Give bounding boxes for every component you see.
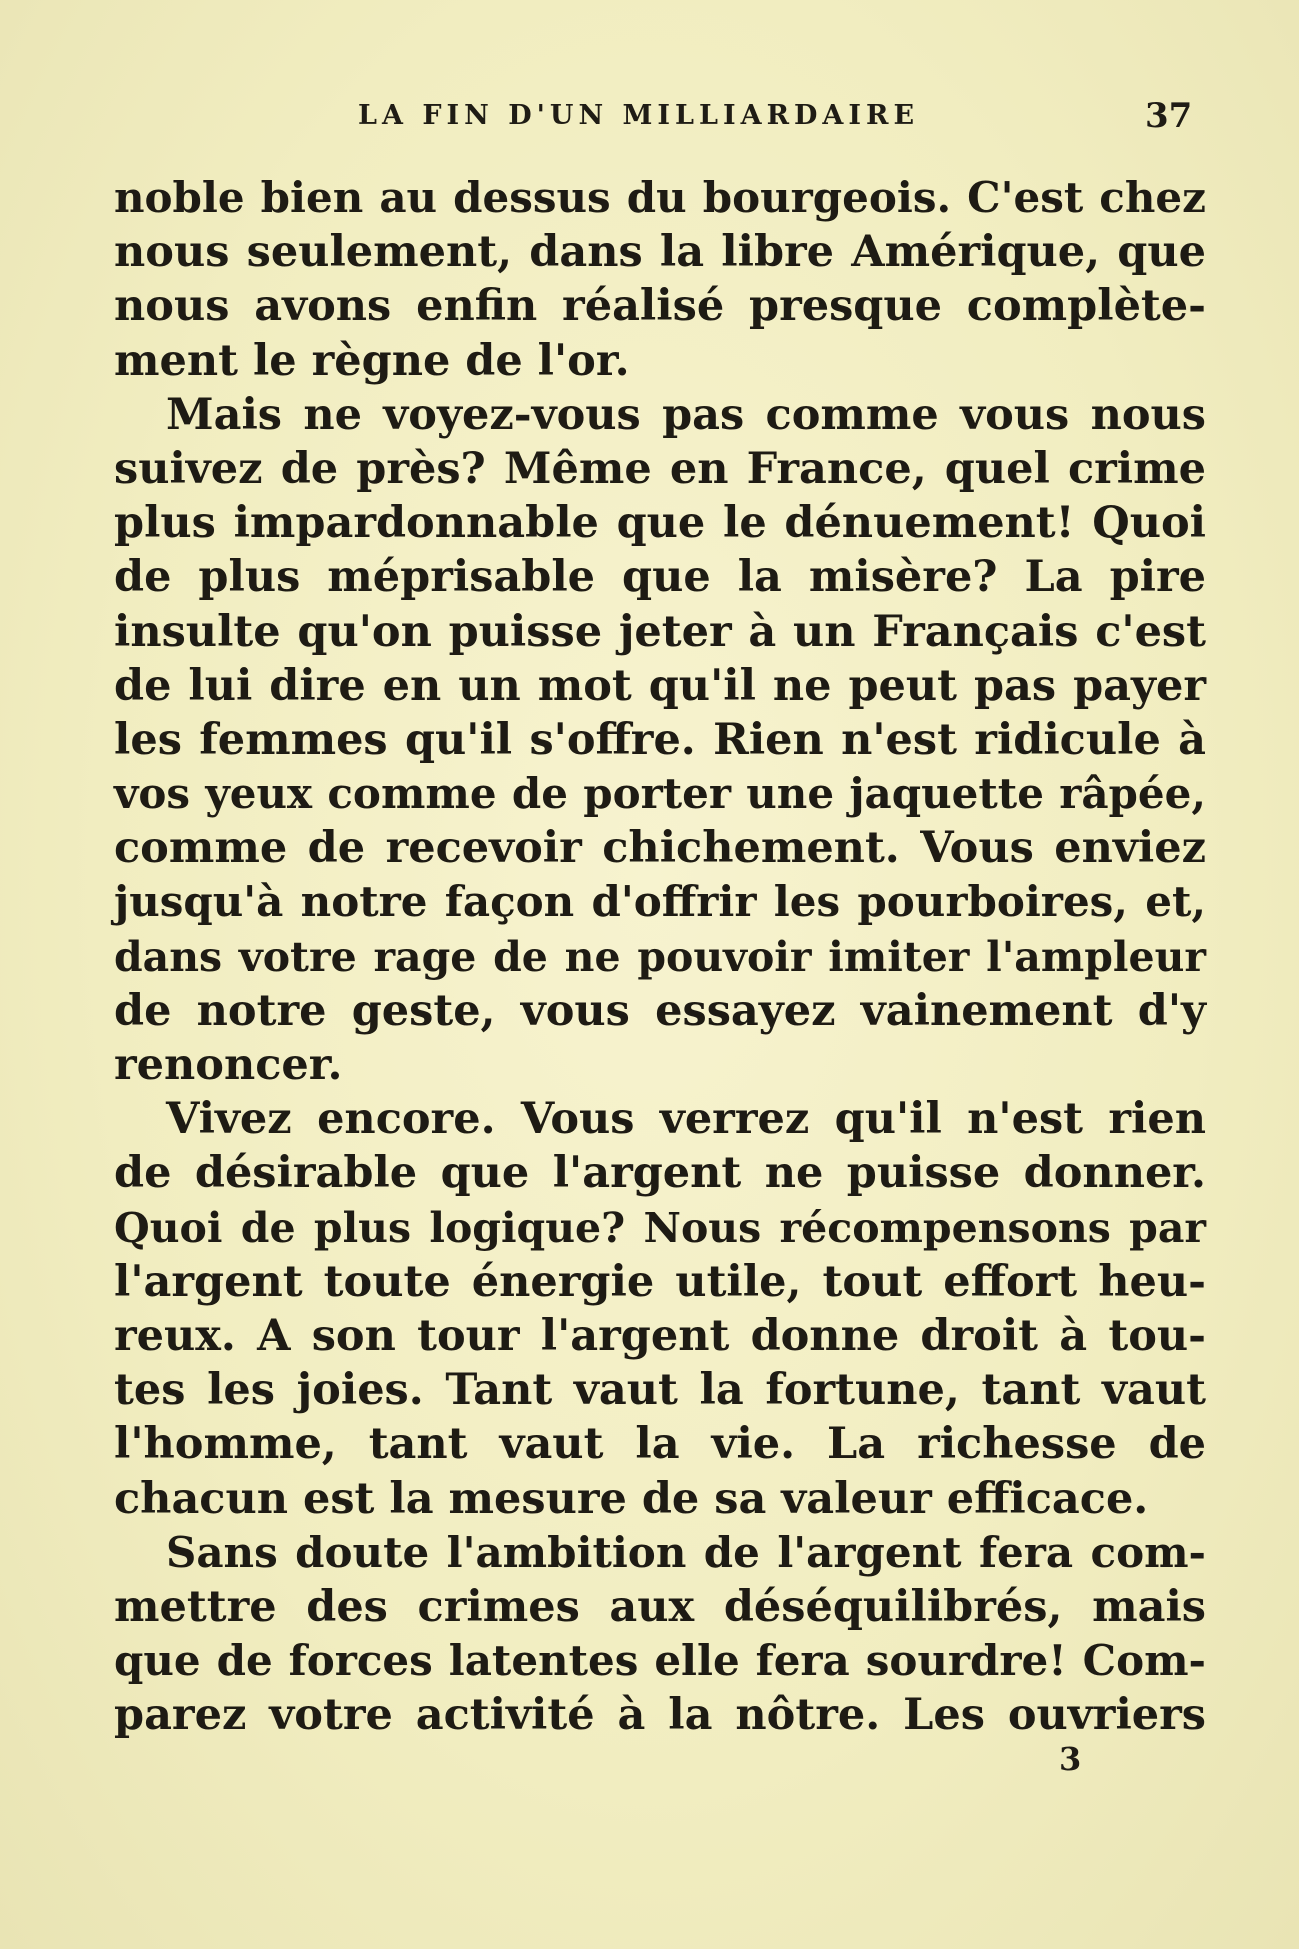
text-line: de lui dire en un mot qu'il ne peut pas payer bbox=[114, 660, 1206, 711]
body-text bbox=[114, 171, 1206, 1742]
text-line: l'homme, tant vaut la vie. La richesse de bbox=[114, 1419, 1206, 1470]
text-line: nous avons enfin réalisé presque complète- bbox=[114, 281, 1206, 332]
text-line: comme de recevoir chichement. Vous enviez bbox=[114, 823, 1206, 874]
text-line: reux. A son tour l'argent donne droit à tou- bbox=[114, 1310, 1206, 1361]
text-line: Sans doute l'ambition de l'argent fera com- bbox=[166, 1527, 1206, 1577]
text-line: renoncer. bbox=[114, 1040, 343, 1090]
text-line: de plus méprisable que la misère? La pire bbox=[114, 552, 1206, 603]
text-line: Vivez encore. Vous verrez qu'il n'est rien bbox=[166, 1094, 1206, 1145]
text-line: parez votre activité à la nôtre. Les ouvriers bbox=[114, 1690, 1206, 1741]
text-line: ment le règne de l'or. bbox=[114, 335, 630, 386]
text-line: Quoi de plus logique? Nous récompensons par bbox=[114, 1203, 1206, 1252]
page-number: 37 bbox=[1145, 96, 1193, 136]
text-line: l'argent toute énergie utile, tout effort heu- bbox=[114, 1256, 1206, 1307]
text-line: mettre des crimes aux déséquilibrés, mais bbox=[114, 1581, 1206, 1632]
text-line: que de forces latentes elle fera sourdre! Com- bbox=[114, 1636, 1206, 1686]
text-line: jusqu'à notre façon d'offrir les pourboires, et, bbox=[114, 877, 1206, 927]
text-line: vos yeux comme de porter une jaquette râpée, bbox=[114, 769, 1206, 819]
text-line: plus impardonnable que le dénuement! Quoi bbox=[114, 498, 1206, 549]
signature-mark: 3 bbox=[1059, 1740, 1082, 1778]
text-line: les femmes qu'il s'offre. Rien n'est ridicule à bbox=[114, 714, 1206, 765]
text-line: insulte qu'on puisse jeter à un Français c'est bbox=[114, 606, 1206, 657]
text-line: suivez de près? Même en France, quel crime bbox=[114, 443, 1206, 494]
running-title: LA FIN D'UN MILLIARDAIRE bbox=[358, 100, 920, 131]
text-line: dans votre rage de ne pouvoir imiter l'ampleur bbox=[114, 932, 1206, 981]
text-line: nous seulement, dans la libre Amérique, que bbox=[114, 227, 1206, 278]
text-line: de notre geste, vous essayez vainement d'y bbox=[114, 985, 1206, 1036]
text-line: chacun est la mesure de sa valeur efficace. bbox=[114, 1473, 1149, 1524]
text-line: tes les joies. Tant vaut la fortune, tant vaut bbox=[114, 1365, 1206, 1416]
text-line: noble bien au dessus du bourgeois. C'est chez bbox=[114, 173, 1206, 222]
text-line: de désirable que l'argent ne puisse donner. bbox=[114, 1148, 1206, 1199]
text-line: Mais ne voyez-vous pas comme vous nous bbox=[166, 389, 1206, 440]
